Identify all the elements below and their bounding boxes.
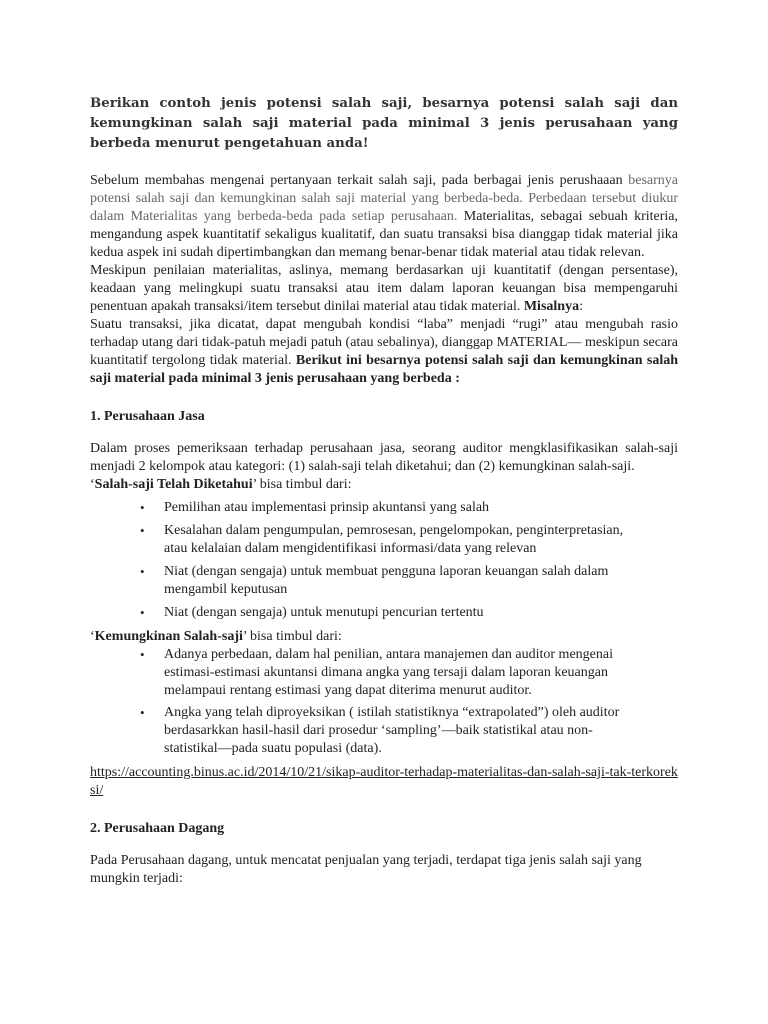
section-2-intro: Pada Perusahaan dagang, untuk mencatat penjualan yang terjadi, terdapat tiga jenis salah saji yang mungkin terjadi: xyxy=(90,853,642,886)
list-item: • Adanya perbedaan, dalam hal penilian, antara manajemen dan auditor mengenai estimasi-estimasi akuntansi dimana angka yang tersaji dalam laporan keuangan melampaui rentang estimasi yang dapat diterima menurut auditor. xyxy=(140,647,613,698)
possible-misstatement-label: ‘Kemungkinan Salah-saji’ bisa timbul dari: xyxy=(90,629,342,644)
section-2-heading: 2. Perusahaan Dagang xyxy=(90,821,225,836)
question-heading: Berikan contoh jenis potensi salah saji, besarnya potensi salah saji dan kemungkinan salah saji material pada minimal 3 jenis perusahaan yang berbeda menurut pengetahuan anda! xyxy=(90,96,678,151)
intro-text-start: Sebelum membahas mengenai pertanyaan terkait salah saji, pada berbagai jenis perushaaan xyxy=(90,173,623,188)
document-page xyxy=(90,94,678,888)
intro-text-end: Materialitas, sebagai sebuah kriteria, mengandung aspek kuantitatif sekaligus kualitatif, dan suatu transaksi bisa dianggap tidak material jika kedua aspek ini sudah dipertimbangkan dan memang benar-benar tidak material atau tidak relevan. xyxy=(90,209,679,260)
list-item: • Niat (dengan sengaja) untuk menutupi pencurian tertentu xyxy=(140,605,484,620)
list-item: • Pemilihan atau implementasi prinsip akuntansi yang salah xyxy=(140,500,490,515)
bullet-icon: • xyxy=(140,647,145,662)
intro-paragraph-3 xyxy=(90,316,678,388)
known-misstatement-label: ‘Salah-saji Telah Diketahui’ bisa timbul dari: xyxy=(90,477,352,492)
example-colon: : xyxy=(579,299,583,314)
section-1-heading: 1. Perusahaan Jasa xyxy=(90,409,205,424)
bullet-icon: • xyxy=(140,705,145,720)
bullet-icon: • xyxy=(140,500,145,515)
possible-misstatement-list xyxy=(90,646,678,758)
intro-p3-text: Suatu transaksi, jika dicatat, dapat mengubah kondisi “laba” menjadi “rugi” atau mengubah rasio terhadap utang dari tidak-patuh mejadi patuh (atau sebalinya), dianggap MATERIAL— meskipun secara kuantitatif tergolong tidak material. xyxy=(90,317,678,368)
list-item: • Niat (dengan sengaja) untuk membuat pengguna laporan keuangan salah dalam mengambil keputusan xyxy=(140,564,609,597)
intro-p3-bold: Berikut ini besarnya potensi salah saji dan kemungkinan salah saji material pada minimal 3 jenis perusahaan yang berbeda : xyxy=(90,353,679,386)
list-item: • Angka yang telah diproyeksikan ( istilah statistiknya “extrapolated”) oleh auditor berdasarkkan hasil-hasil dari prosedur ‘sampling’—baik statistikal atau non-statistikal—pada suatu populasi (data). xyxy=(140,705,620,756)
list-item: • Kesalahan dalam pengumpulan, pemrosesan, pengelompokan, penginterpretasian, atau kelalaian dalam mengidentifikasi informasi/data yang relevan xyxy=(140,523,624,556)
source-link[interactable]: https://accounting.binus.ac.id/2014/10/21/sikap-auditor-terhadap-materialitas-dan-salah-saji-tak-terkoreksi/ xyxy=(90,765,678,798)
example-label: Misalnya xyxy=(523,299,580,314)
possible-misstatement-title: Kemungkinan Salah-saji xyxy=(94,629,243,644)
intro-text-gray: besarnya potensi salah saji dan kemungkinan salah saji material yang berbeda-beda. Perbedaan tersebut diukur dalam Materialitas yang berbeda-beda pada setiap perusahaan. xyxy=(90,173,678,224)
intro-paragraph-1 xyxy=(90,172,678,262)
bullet-icon: • xyxy=(140,605,145,620)
bullet-icon: • xyxy=(140,564,145,579)
section-1-intro: Dalam proses pemeriksaan terhadap perusahaan jasa, seorang auditor mengklasifikasikan salah-saji menjadi 2 kelompok atau kategori: (1) salah-saji telah diketahui; dan (2) kemungkinan salah-saji. xyxy=(90,441,678,474)
intro-paragraph-2 xyxy=(90,262,678,316)
known-misstatement-title: Salah-saji Telah Diketahui xyxy=(94,477,253,492)
known-misstatement-list xyxy=(90,499,678,622)
intro-p2-text: Meskipun penilaian materialitas, aslinya, memang berdasarkan uji kuantitatif (dengan persentase), keadaan yang melingkupi suatu transaksi atau item dalam laporan keuangan bisa mempengaruhi penentuan apakah transaksi/item tersebut dinilai material atau tidak material. xyxy=(90,263,678,314)
bullet-icon: • xyxy=(140,523,145,538)
